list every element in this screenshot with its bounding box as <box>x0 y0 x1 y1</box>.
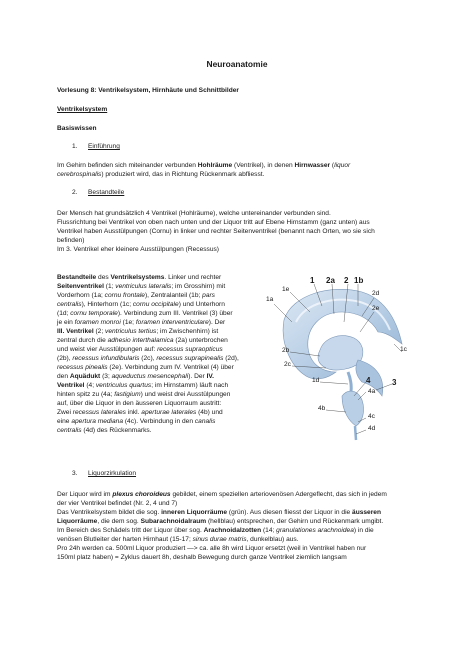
figure-label: 1c <box>400 346 407 353</box>
text: äusseren <box>352 509 381 516</box>
para-line <box>57 318 225 327</box>
text: cornu occipitale <box>132 301 179 308</box>
text: ; im Hirnstamm) läuft nach <box>151 382 229 389</box>
text: des <box>96 274 111 281</box>
text: hinten spitz zu (4a; <box>57 391 115 398</box>
ventricle-illustration <box>262 272 412 442</box>
text: ) und weist drei Ausstülpungen <box>140 391 231 398</box>
text: aqueductus mesencephali <box>111 373 189 380</box>
para-line <box>57 408 223 417</box>
intro-line-2 <box>57 170 264 179</box>
figure-label: 1 <box>310 276 315 285</box>
text-line: Im 3. Ventrikel eher kleinere Ausstülpungen (Recessus) <box>57 246 219 253</box>
text: ) in die <box>353 527 374 534</box>
figure-label: 2a <box>326 276 335 285</box>
figure-label: 4 <box>366 376 371 385</box>
text: , dunkelblau) aus. <box>246 536 299 543</box>
text: gebildet, einem speziellen arteriovenösen Adergeflecht, das sich in jedem <box>170 491 387 498</box>
figure-label: 4d <box>368 425 376 432</box>
text: Der Liquor wird im <box>57 491 113 498</box>
text: Im Gehirn befinden sich miteinander verbunden <box>57 162 198 169</box>
text: cornu temporale <box>70 310 118 317</box>
text: Liquorräume <box>57 518 98 525</box>
text: Vorderhorn (1a; <box>57 292 105 299</box>
para-line <box>57 309 233 318</box>
list-number: 3. <box>72 470 78 477</box>
text: Ventrikelsystems <box>110 274 165 281</box>
text: (14; <box>261 527 277 534</box>
text: ; im Grosshirn) mit <box>171 283 226 290</box>
page-title: Neuroanatomie <box>206 59 268 69</box>
text: (4b) und <box>196 409 223 416</box>
text: (3; <box>100 373 112 380</box>
figure-label: 1e <box>282 286 290 293</box>
text: ventriculus tertius <box>105 328 157 335</box>
text: Im Bereich des Schädels tritt der Liquor über sog. <box>57 527 204 534</box>
text-line <box>57 526 374 535</box>
text: Zwei <box>57 409 73 416</box>
para-line <box>57 336 228 345</box>
text: ( <box>330 162 335 169</box>
text-line: der vier Ventrikel befindet (Nr. 2, 4 und 7) <box>57 500 178 507</box>
text: ), Zentralanteil (1b; <box>144 292 203 299</box>
para-line: auf, über die Liquor in den äusseren Liquorraum austritt: <box>57 400 222 407</box>
text: centralis <box>57 301 82 308</box>
text: recessus pinealis <box>57 364 108 371</box>
text: venösen Blutleiter der harten Hirnhaut (15-17; <box>57 536 193 543</box>
heading-einfuehrung: Einführung <box>88 143 120 150</box>
text: Subarachnoidalraum <box>140 518 207 525</box>
text-line <box>57 535 299 544</box>
text: granulationes arachnoidea <box>276 527 354 534</box>
text: aperturae laterales <box>141 409 197 416</box>
text: (1e; <box>120 319 136 326</box>
text: Hirnwasser <box>294 162 331 169</box>
ventricle-figure <box>262 272 412 442</box>
text: III. Ventrikel <box>57 328 94 335</box>
figure-label: 1a <box>266 296 274 303</box>
para-line <box>57 273 221 282</box>
text: Seitenventrikel <box>57 283 104 290</box>
figure-label: 2d <box>372 290 380 297</box>
text: (hellblau) entsprechen, der Gehirn und Rückenmark umgibt. <box>206 518 384 525</box>
text: Ventrikel <box>57 382 85 389</box>
figure-label: 2b <box>282 347 290 354</box>
subsection-heading: Basiswissen <box>57 125 97 132</box>
text: (2e). Verbindung zum IV. Ventrikel (4) über <box>107 364 234 371</box>
text: (2a) unterbrochen <box>173 337 228 344</box>
heading-bestandteile: Bestandteile <box>88 189 125 196</box>
text-line: Der Mensch hat grundsätzlich 4 Ventrikel (Hohlräume), welche untereinander verbunden sind. <box>57 210 331 217</box>
text: ). Verbindung zum III. Ventrikel (3) über <box>117 310 233 317</box>
text: (2c), <box>139 355 157 362</box>
lecture-heading: Vorlesung 8: Ventrikelsystem, Hirnhäute und Schnittbilder <box>57 87 239 94</box>
text: foramen interventriculare <box>135 319 209 326</box>
text: (4; <box>84 382 96 389</box>
text: (1; <box>103 283 116 290</box>
text: ). Der <box>208 319 226 326</box>
figure-label: 4b <box>318 405 326 412</box>
text: zentral durch die <box>57 337 108 344</box>
text: ) produziert wird, das in Richtung Rückenmark abfliesst. <box>101 171 265 178</box>
text: und weist vier Ausstülpungen auf: <box>57 346 158 353</box>
text: apertura mediana <box>71 418 123 425</box>
text: canalis <box>194 418 216 425</box>
text: , die dem sog. <box>97 518 141 525</box>
para-line <box>57 363 234 372</box>
text: plexus choroideus <box>112 491 171 498</box>
text: (Ventrikel), in denen <box>232 162 295 169</box>
intro-line-1 <box>57 161 350 170</box>
text-line <box>57 508 381 517</box>
figure-label: 1b <box>354 276 364 285</box>
para-line <box>57 327 218 336</box>
text: fastigium <box>114 391 141 398</box>
figure-label: 3 <box>392 378 397 387</box>
figure-label: 1d <box>312 377 320 384</box>
text: Bestandteile <box>57 274 97 281</box>
figure-label: 4a <box>368 388 376 395</box>
text-line: Flussrichtung bei Ventrikel von oben nach unten und der Liquor tritt auf Ebene Hirnstamm (ganz unten) aus <box>57 219 370 226</box>
list-number: 1. <box>72 143 78 150</box>
text: centralis <box>57 427 82 434</box>
text: foramen monroi <box>74 319 121 326</box>
text: (4c). Verbindung in den <box>123 418 195 425</box>
text: (grün). Aus diesen fliesst der Liquor in die <box>227 509 353 516</box>
text: ). Der <box>188 373 207 380</box>
text-line: Pro 24h werden ca. 500ml Liquor produziert —> ca. alle 8h wird Liquor ersetzt (weil in Ventrikel haben nur <box>57 545 367 552</box>
text-line <box>57 490 387 499</box>
text: recessus suprapinealis <box>156 355 224 362</box>
para-line <box>57 354 239 363</box>
para-line <box>57 390 230 399</box>
text: pars <box>202 292 215 299</box>
para-line <box>57 372 214 381</box>
text: inneren Liquorräume <box>161 509 228 516</box>
text: Arachnoidalzotten <box>203 527 262 534</box>
text: (2; <box>93 328 106 335</box>
text: sinus durae matris <box>192 536 247 543</box>
text: (4d) des Rückenmarks. <box>81 427 152 434</box>
para-line <box>57 426 152 435</box>
text-line: Ventrikel haben Ausstülpungen (Cornu) in linker und rechter Seitenventrikel (benannt nach Orten, wo sie sich <box>57 228 375 235</box>
text-line: 150ml platz haben) = Zyklus dauert 8h, deshalb Bewegung durch ganze Ventrikel ziemlich langsam <box>57 554 347 561</box>
text-line <box>57 517 383 526</box>
figure-label: 2e <box>372 305 380 312</box>
text: adhesio interthalamica <box>107 337 174 344</box>
text: inkl. <box>125 409 142 416</box>
para-line <box>57 282 225 291</box>
text: recessus infundibularis <box>72 355 140 362</box>
para-line <box>57 300 225 309</box>
text: ) und Unterhorn <box>178 301 225 308</box>
text: ventriculus quartus <box>95 382 152 389</box>
para-line <box>57 345 223 354</box>
text: (2b), <box>57 355 73 362</box>
text: liquor <box>334 162 351 169</box>
para-line <box>57 417 215 426</box>
list-number: 2. <box>72 189 78 196</box>
text: IV. <box>206 373 215 380</box>
text-line: befinden) <box>57 237 85 244</box>
text: ; im Zwischenhirn) ist <box>156 328 219 335</box>
figure-label: 4c <box>368 413 375 420</box>
figure-label: 2c <box>284 361 291 368</box>
text: . Linker und rechter <box>164 274 222 281</box>
text: (2d), <box>223 355 239 362</box>
text: je ein <box>57 319 75 326</box>
text: den <box>57 373 70 380</box>
text: cerebrospinalis <box>57 171 102 178</box>
text: (1d; <box>57 310 71 317</box>
text: recessus laterales <box>72 409 126 416</box>
heading-liquorzirkulation: Liquorzirkulation <box>88 470 137 477</box>
para-line <box>57 291 215 300</box>
text: Hohlräume <box>197 162 233 169</box>
text: recessus supraopticus <box>157 346 223 353</box>
text: eine <box>57 418 72 425</box>
text: cornu frontale <box>104 292 145 299</box>
para-line <box>57 381 228 390</box>
section-heading: Ventrikelsystem <box>57 106 108 113</box>
text: ), Hinterhorn (1c; <box>81 301 133 308</box>
text: Das Ventrikelsystem bildet die sog. <box>57 509 162 516</box>
text: Aquädukt <box>69 373 101 380</box>
text: ventriculus lateralis <box>115 283 172 290</box>
figure-label: 2 <box>344 276 349 285</box>
